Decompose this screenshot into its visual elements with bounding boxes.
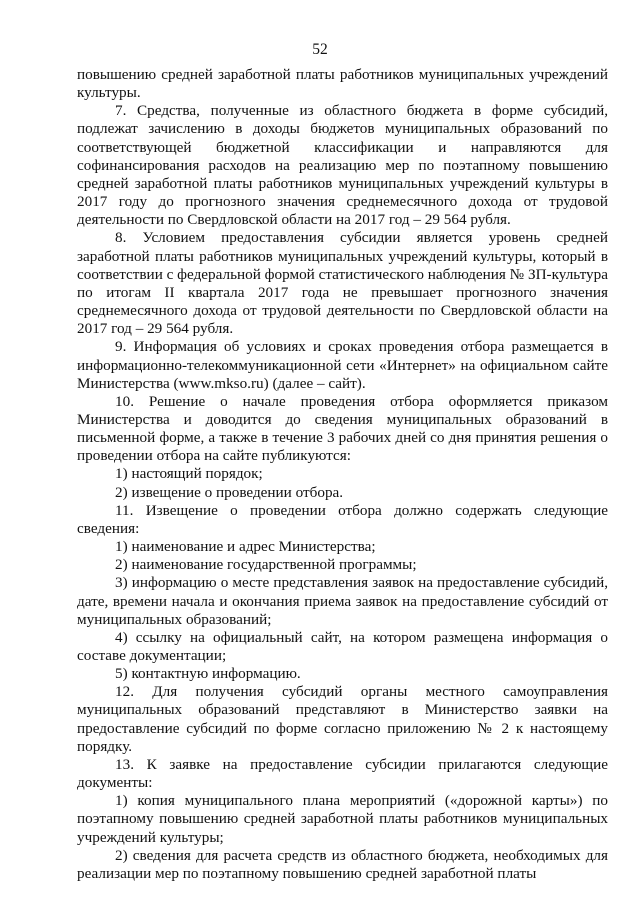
paragraph: 1) наименование и адрес Министерства; xyxy=(115,538,376,556)
paragraph: 7. Средства, полученные из областного бюджета в форме субсидий, подлежат зачислению в доходы бюджетов муниципальных образований по соответствующей бюджетной классификации и направляются для софинансирования расходов на реализацию мер по поэтапному повышению средней заработной платы работников муниципальных учреждений культуры в 2017 году до прогнозного значения среднемесячного дохода от трудовой деятельности по Свердловской области на 2017 год – 29 564 рубля. xyxy=(77,102,608,229)
page-number: 52 xyxy=(312,41,328,58)
document-body xyxy=(77,66,608,883)
paragraph: 1) настоящий порядок; xyxy=(115,465,263,483)
paragraph: 2) сведения для расчета средств из областного бюджета, необходимых для реализации мер по поэтапному повышению средней заработной платы xyxy=(77,846,608,882)
paragraph: 11. Извещение о проведении отбора должно содержать следующие сведения: xyxy=(77,501,608,537)
paragraph: 10. Решение о начале проведения отбора оформляется приказом Министерства и доводится до сведения муниципальных образований в письменной форме, а также в течение 3 рабочих дней со дня принятия решения о проведении отбора на сайте публикуются: xyxy=(77,392,608,465)
paragraph: 13. К заявке на предоставление субсидии прилагаются следующие документы: xyxy=(77,755,608,792)
paragraph: 5) контактную информацию. xyxy=(115,665,301,683)
paragraph: 2) извещение о проведении отбора. xyxy=(115,483,344,501)
paragraph: 12. Для получения субсидий органы местного самоуправления муниципальных образований представляют в Министерство заявки на предоставление субсидий по форме согласно приложению № 2 к настоящему порядку. xyxy=(77,683,608,755)
paragraph: 8. Условием предоставления субсидии является уровень средней заработной платы работников муниципальных учреждений культуры, который в соответствии с федеральной формой статистического наблюдения № ЗП-культура по итогам II квартала 2017 года не превышает прогнозного значения среднемесячного дохода от трудовой деятельности по Свердловской области на 2017 год – 29 564 рубля. xyxy=(77,229,608,338)
paragraph: 3) информацию о месте представления заявок на предоставление субсидий, дате, времени начала и окончания приема заявок на предоставление субсидий от муниципальных образований; xyxy=(77,574,608,628)
paragraph: повышению средней заработной платы работников муниципальных учреждений культуры. xyxy=(77,66,608,102)
paragraph: 1) копия муниципального плана мероприятий («дорожной карты») по поэтапному повышению средней заработной платы работников муниципальных учреждений культуры; xyxy=(77,792,608,846)
paragraph: 4) ссылку на официальный сайт, на котором размещена информация о составе документации; xyxy=(77,628,608,664)
paragraph: 9. Информация об условиях и сроках проведения отбора размещается в информационно-телекоммуникационной сети «Интернет» на официальном сайте Министерства (www.mkso.ru) (далее – сайт). xyxy=(77,338,608,392)
paragraph: 2) наименование государственной программы; xyxy=(115,556,417,574)
